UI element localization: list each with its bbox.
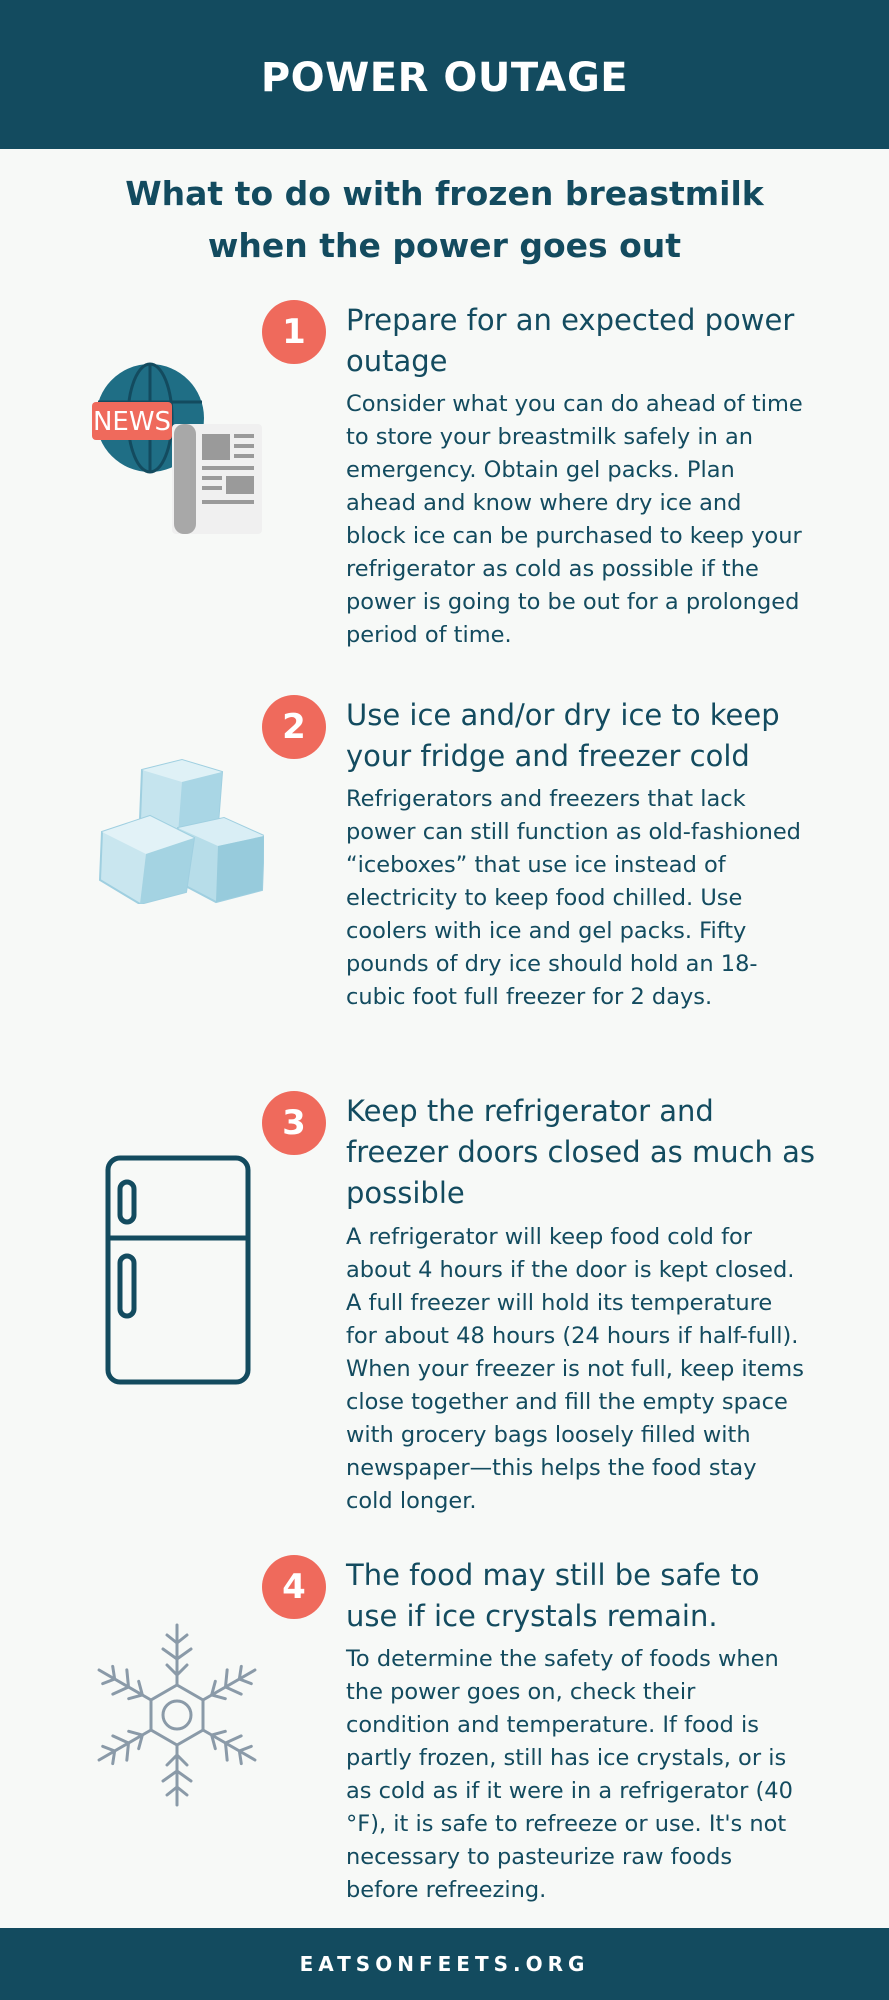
step-1-number-badge: 1: [262, 300, 326, 364]
step-1-title: Prepare for an expected power outage: [346, 303, 795, 378]
subtitle-line-2: when the power goes out: [207, 226, 682, 265]
page-title: POWER OUTAGE: [260, 54, 629, 101]
step-4-title: The food may still be safe to use if ice crystals remain.: [346, 1558, 760, 1633]
refrigerator-icon: [104, 1154, 252, 1386]
step-3-body: A refrigerator will keep food cold for about 4 hours if the door is kept closed. A full freezer will hold its temperature for about 48 hours (24 hours if half-full). When your freezer is not full, keep items close together and fill the empty space with grocery bags loosely filled with newspaper—this helps the food stay cold longer.: [346, 1224, 804, 1514]
footer-website: EATSONFEETS.ORG: [299, 1952, 590, 1976]
step-3-title: Keep the refrigerator and freezer doors closed as much as possible: [346, 1094, 815, 1210]
ice-cubes-icon: [98, 758, 264, 904]
page-subtitle: [0, 168, 889, 272]
snowflake-icon: [92, 1620, 262, 1810]
news-icon-label: NEWS: [92, 407, 172, 437]
footer-banner: [0, 1928, 889, 2000]
step-1-body: Consider what you can do ahead of time to store your breastmilk safely in an emergency. Obtain gel packs. Plan ahead and know where dry ice and block ice can be purchased to keep your refrigerator as cold as possible if the power is going to be out for a prolonged period of time.: [346, 391, 803, 648]
newspaper-globe-icon: [92, 362, 267, 534]
step-2-number-badge: 2: [262, 695, 326, 759]
step-4-number-badge: 4: [262, 1555, 326, 1619]
step-2-title: Use ice and/or dry ice to keep your fridge and freezer cold: [346, 698, 780, 773]
step-3-number-badge: 3: [262, 1091, 326, 1155]
header-banner: [0, 0, 889, 149]
step-2-body: Refrigerators and freezers that lack power can still function as old-fashioned “iceboxes” that use ice instead of electricity to keep food chilled. Use coolers with ice and gel packs. Fifty pounds of dry ice should hold an 18-cubic foot full freezer for 2 days.: [346, 786, 801, 1010]
subtitle-line-1: What to do with frozen breastmilk: [125, 174, 764, 213]
step-4-body: To determine the safety of foods when the power goes on, check their condition and temperature. If food is partly frozen, still has ice crystals, or is as cold as if it were in a refrigerator (40 °F), it is safe to refreeze or use. It's not necessary to pasteurize raw foods before refreezing.: [346, 1646, 793, 1903]
